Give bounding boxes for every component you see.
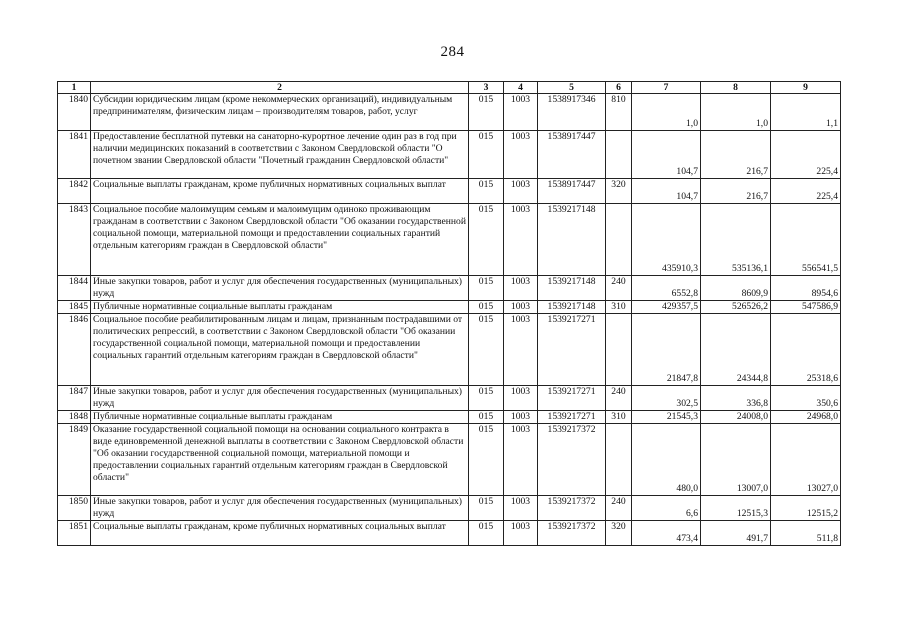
row-description: Публичные нормативные социальные выплаты гражданам	[91, 411, 469, 424]
amount-col-7: 6,6	[632, 496, 701, 521]
row-description: Иные закупки товаров, работ и услуг для обеспечения государственных (муниципальных) нужд	[91, 386, 469, 411]
table-row	[58, 301, 841, 314]
code-target-article: 1539217372	[538, 424, 606, 496]
amount-col-8: 535136,1	[701, 204, 771, 276]
code-expense-type	[606, 314, 632, 386]
amount-col-7: 473,4	[632, 521, 701, 546]
code-expense-type: 320	[606, 521, 632, 546]
column-header: 6	[606, 82, 632, 94]
code-expense-type: 320	[606, 179, 632, 204]
code-expense-type: 240	[606, 496, 632, 521]
code-section: 1003	[504, 276, 538, 301]
code-expense-type: 310	[606, 301, 632, 314]
row-number: 1840	[58, 94, 91, 131]
code-section: 1003	[504, 301, 538, 314]
code-target-article: 1538917346	[538, 94, 606, 131]
amount-col-8: 8609,9	[701, 276, 771, 301]
code-target-article: 1539217372	[538, 521, 606, 546]
code-ministry: 015	[469, 204, 504, 276]
row-number: 1851	[58, 521, 91, 546]
row-number: 1841	[58, 131, 91, 179]
table-row	[58, 94, 841, 131]
row-description: Иные закупки товаров, работ и услуг для обеспечения государственных (муниципальных) нужд	[91, 276, 469, 301]
amount-col-7: 1,0	[632, 94, 701, 131]
row-number: 1846	[58, 314, 91, 386]
table-row	[58, 386, 841, 411]
amount-col-9: 225,4	[771, 131, 841, 179]
code-expense-type	[606, 204, 632, 276]
amount-col-9: 13027,0	[771, 424, 841, 496]
row-description: Социальные выплаты гражданам, кроме публичных нормативных социальных выплат	[91, 521, 469, 546]
code-section: 1003	[504, 131, 538, 179]
amount-col-7: 480,0	[632, 424, 701, 496]
code-target-article: 1539217148	[538, 204, 606, 276]
row-description: Предоставление бесплатной путевки на санаторно-курортное лечение один раз в год при наличии медицинских показаний в соответствии с Законом Свердловской области "О почетном звании Свердловской области "Почетный гражданин Свердловской области"	[91, 131, 469, 179]
amount-col-9: 8954,6	[771, 276, 841, 301]
amount-col-7: 21847,8	[632, 314, 701, 386]
code-section: 1003	[504, 314, 538, 386]
amount-col-9: 1,1	[771, 94, 841, 131]
code-expense-type	[606, 131, 632, 179]
code-ministry: 015	[469, 496, 504, 521]
row-description: Публичные нормативные социальные выплаты гражданам	[91, 301, 469, 314]
column-header: 3	[469, 82, 504, 94]
column-header: 2	[91, 82, 469, 94]
code-ministry: 015	[469, 386, 504, 411]
table-row	[58, 204, 841, 276]
amount-col-7: 6552,8	[632, 276, 701, 301]
amount-col-8: 491,7	[701, 521, 771, 546]
column-header: 5	[538, 82, 606, 94]
code-section: 1003	[504, 411, 538, 424]
row-description: Субсидии юридическим лицам (кроме некоммерческих организаций), индивидуальным предпринимателям, физическим лицам – производителям товаров, работ, услуг	[91, 94, 469, 131]
code-target-article: 1539217148	[538, 301, 606, 314]
column-header: 8	[701, 82, 771, 94]
table-row	[58, 179, 841, 204]
amount-col-9: 556541,5	[771, 204, 841, 276]
code-ministry: 015	[469, 411, 504, 424]
amount-col-8: 12515,3	[701, 496, 771, 521]
code-section: 1003	[504, 496, 538, 521]
table-row	[58, 411, 841, 424]
code-target-article: 1538917447	[538, 131, 606, 179]
table-row	[58, 521, 841, 546]
amount-col-9: 225,4	[771, 179, 841, 204]
code-ministry: 015	[469, 94, 504, 131]
amount-col-7: 21545,3	[632, 411, 701, 424]
table-body	[58, 82, 841, 546]
page-number: 284	[440, 44, 465, 60]
amount-col-8: 24344,8	[701, 314, 771, 386]
code-expense-type	[606, 424, 632, 496]
amount-col-8: 336,8	[701, 386, 771, 411]
amount-col-7: 104,7	[632, 179, 701, 204]
amount-col-9: 350,6	[771, 386, 841, 411]
row-number: 1849	[58, 424, 91, 496]
code-ministry: 015	[469, 314, 504, 386]
code-target-article: 1539217372	[538, 496, 606, 521]
row-number: 1850	[58, 496, 91, 521]
row-description: Оказание государственной социальной помощи на основании социального контракта в виде единовременной денежной выплаты в соответствии с Законом Свердловской области "Об оказании государственной социальной помощи, материальной помощи и предоставлении социальных гарантий отдельным категориям граждан в Свердловской области"	[91, 424, 469, 496]
amount-col-9: 547586,9	[771, 301, 841, 314]
table-row	[58, 314, 841, 386]
amount-col-7: 429357,5	[632, 301, 701, 314]
amount-col-9: 24968,0	[771, 411, 841, 424]
table-row	[58, 424, 841, 496]
code-section: 1003	[504, 204, 538, 276]
amount-col-9: 12515,2	[771, 496, 841, 521]
amount-col-7: 302,5	[632, 386, 701, 411]
code-target-article: 1539217271	[538, 411, 606, 424]
row-number: 1847	[58, 386, 91, 411]
amount-col-9: 25318,6	[771, 314, 841, 386]
code-ministry: 015	[469, 179, 504, 204]
amount-col-8: 216,7	[701, 131, 771, 179]
amount-col-8: 13007,0	[701, 424, 771, 496]
code-ministry: 015	[469, 424, 504, 496]
code-target-article: 1539217271	[538, 314, 606, 386]
column-header: 1	[58, 82, 91, 94]
code-expense-type: 810	[606, 94, 632, 131]
code-target-article: 1538917447	[538, 179, 606, 204]
row-number: 1845	[58, 301, 91, 314]
row-number: 1843	[58, 204, 91, 276]
code-target-article: 1539217271	[538, 386, 606, 411]
amount-col-8: 216,7	[701, 179, 771, 204]
amount-col-8: 24008,0	[701, 411, 771, 424]
amount-col-7: 435910,3	[632, 204, 701, 276]
column-header: 4	[504, 82, 538, 94]
code-section: 1003	[504, 424, 538, 496]
table-row	[58, 496, 841, 521]
amount-col-8: 526526,2	[701, 301, 771, 314]
code-section: 1003	[504, 386, 538, 411]
code-expense-type: 240	[606, 276, 632, 301]
code-expense-type: 240	[606, 386, 632, 411]
budget-table	[57, 81, 841, 546]
row-description: Социальное пособие малоимущим семьям и малоимущим одиноко проживающим гражданам в соответствии с Законом Свердловской области "Об оказании государственной социальной помощи, материальной помощи и предоставлении социальных гарантий отдельным категориям граждан в Свердловской области"	[91, 204, 469, 276]
code-section: 1003	[504, 521, 538, 546]
table-row	[58, 276, 841, 301]
table-row	[58, 131, 841, 179]
amount-col-8: 1,0	[701, 94, 771, 131]
code-ministry: 015	[469, 521, 504, 546]
code-section: 1003	[504, 94, 538, 131]
code-target-article: 1539217148	[538, 276, 606, 301]
column-header-row	[58, 82, 841, 94]
code-ministry: 015	[469, 276, 504, 301]
column-header: 9	[771, 82, 841, 94]
row-description: Социальное пособие реабилитированным лицам и лицам, признанным пострадавшими от политических репрессий, в соответствии с Законом Свердловской области "Об оказании государственной социальной помощи, материальной помощи и предоставлении социальных гарантий отдельным категориям граждан в Свердловской области"	[91, 314, 469, 386]
row-description: Иные закупки товаров, работ и услуг для обеспечения государственных (муниципальных) нужд	[91, 496, 469, 521]
code-section: 1003	[504, 179, 538, 204]
column-header: 7	[632, 82, 701, 94]
amount-col-9: 511,8	[771, 521, 841, 546]
row-number: 1848	[58, 411, 91, 424]
code-ministry: 015	[469, 301, 504, 314]
amount-col-7: 104,7	[632, 131, 701, 179]
row-description: Социальные выплаты гражданам, кроме публичных нормативных социальных выплат	[91, 179, 469, 204]
code-ministry: 015	[469, 131, 504, 179]
row-number: 1842	[58, 179, 91, 204]
row-number: 1844	[58, 276, 91, 301]
code-expense-type: 310	[606, 411, 632, 424]
